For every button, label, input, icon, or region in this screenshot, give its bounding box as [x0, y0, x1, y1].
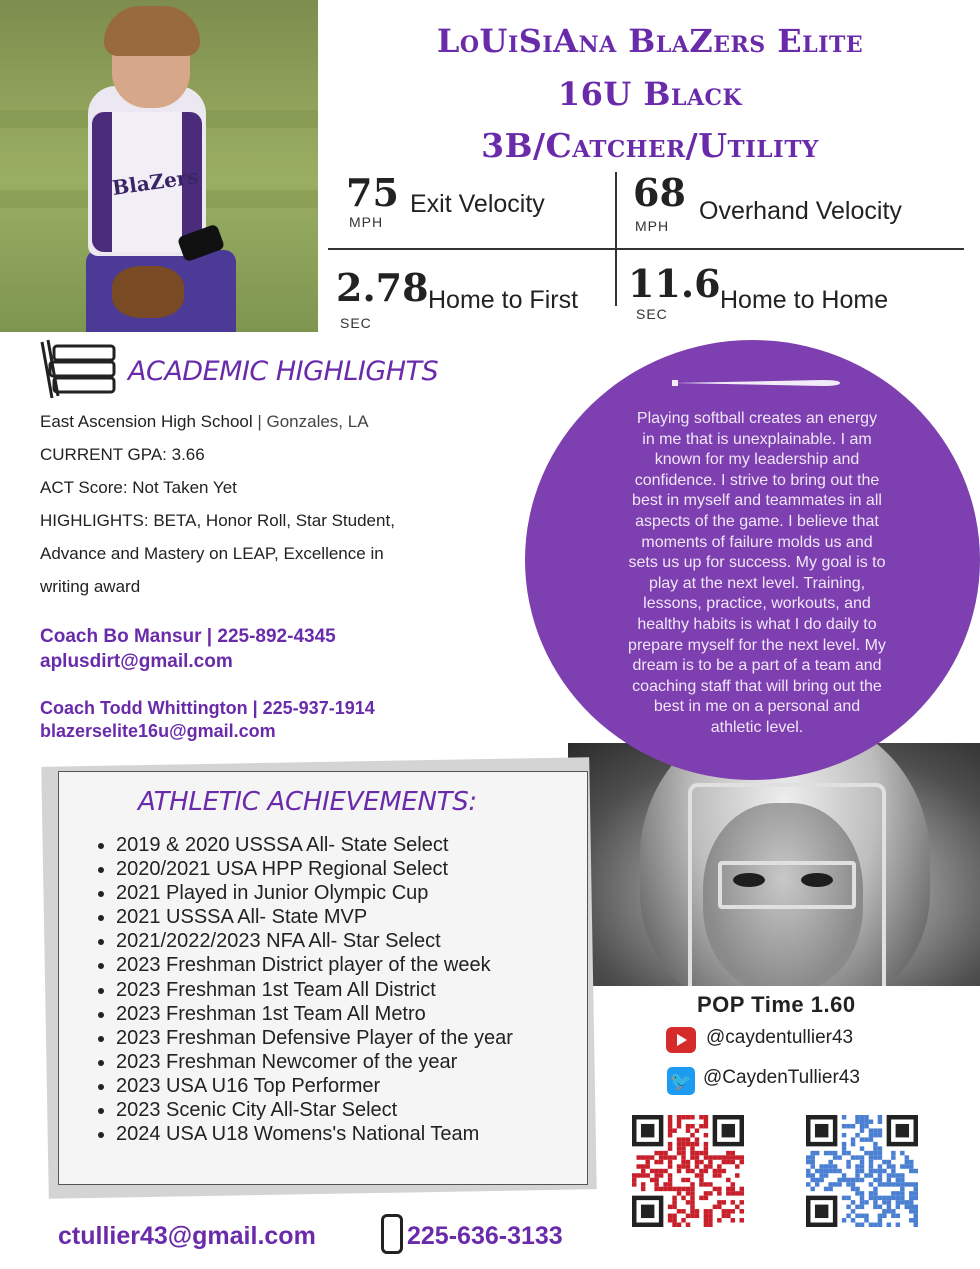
bio-line: healthy habits is what I do daily to — [637, 615, 877, 633]
bio-line: athletic level. — [710, 718, 804, 736]
twitter-icon[interactable]: 🐦 — [667, 1067, 695, 1095]
achievement-item: • 2023 Freshman 1st Team All District — [116, 978, 513, 1002]
bio-line: lessons, practice, workouts, and — [643, 595, 871, 613]
catcher-helmet-photo — [568, 743, 980, 986]
twitter-qr-code[interactable] — [806, 1115, 918, 1227]
stat-label: Overhand Velocity — [699, 197, 902, 225]
stat-value: 11.6 — [628, 261, 721, 306]
achievements-list — [92, 833, 513, 1146]
twitter-handle[interactable]: @CaydenTullier43 — [703, 1067, 860, 1088]
youtube-icon[interactable] — [666, 1027, 696, 1053]
academic-heading: ACADEMIC HIGHLIGHTS — [128, 356, 439, 387]
bio-line: known for my leadership and — [654, 451, 860, 469]
player-action-photo: BlaZers — [0, 0, 318, 332]
stat-label: Exit Velocity — [410, 190, 545, 218]
stat-value: 75 — [346, 170, 399, 215]
stat-value: 2.78 — [336, 265, 429, 310]
stat-label: Home to First — [428, 286, 579, 314]
coach-contact: Coach Bo Mansur | 225-892-4345 — [40, 626, 336, 647]
highlights-line: writing award — [40, 577, 141, 596]
coach-contact: Coach Todd Whittington | 225-937-1914 — [40, 698, 375, 718]
school-line — [40, 411, 369, 433]
bio-line: play at the next level. Training, — [648, 574, 866, 592]
phone-icon — [381, 1214, 403, 1254]
bio-line: best in me on a personal and — [653, 698, 861, 716]
achievement-item: • 2019 & 2020 USSSA All- State Select — [116, 833, 513, 857]
player-phone[interactable]: 225-636-3133 — [407, 1222, 563, 1250]
stat-unit: MPH — [635, 218, 670, 234]
achievement-item: • 2024 USA U18 Womens's National Team — [116, 1122, 513, 1146]
bio-line: moments of failure molds us and — [641, 533, 873, 551]
pop-time: POP Time 1.60 — [697, 992, 856, 1017]
player-positions: 3B/Catcher/Utility — [481, 126, 819, 165]
achievement-item: • 2023 Freshman 1st Team All Metro — [116, 1002, 513, 1026]
achievement-item: • 2021/2022/2023 NFA All- Star Select — [116, 929, 513, 953]
coach-email[interactable]: aplusdirt@gmail.com — [40, 651, 233, 672]
bio-line: confidence. I strive to bring out the — [634, 471, 880, 489]
school-location: | Gonzales, LA — [252, 412, 369, 431]
bat-icon — [672, 377, 842, 389]
stats-divider-horizontal — [328, 248, 964, 250]
achievement-item: • 2023 Scenic City All-Star Select — [116, 1098, 513, 1122]
athletic-heading: ATHLETIC ACHIEVEMENTS: — [138, 787, 477, 817]
stat-label: Home to Home — [720, 286, 889, 314]
achievement-item: • 2023 Freshman District player of the week — [116, 953, 513, 977]
player-email[interactable]: ctullier43@gmail.com — [58, 1222, 316, 1250]
bio-line: prepare myself for the next level. My — [628, 636, 886, 654]
act-line: ACT Score: Not Taken Yet — [40, 478, 237, 497]
bio-line: sets us up for success. My goal is to — [628, 554, 886, 572]
bio-line: coaching staff that will bring out the — [632, 677, 882, 695]
achievement-item: • 2023 Freshman Defensive Player of the year — [116, 1026, 513, 1050]
achievement-item: • 2023 USA U16 Top Performer — [116, 1074, 513, 1098]
bio-line: dream is to be a part of a team and — [632, 657, 882, 675]
youtube-qr-code[interactable] — [632, 1115, 744, 1227]
school-name: East Ascension High School — [40, 412, 253, 431]
achievement-item: • 2023 Freshman Newcomer of the year — [116, 1050, 513, 1074]
achievement-item: • 2021 USSSA All- State MVP — [116, 905, 513, 929]
stat-unit: SEC — [340, 315, 372, 331]
team-division: 16U Black — [557, 75, 743, 113]
stat-value: 68 — [633, 170, 686, 215]
team-title: LoUiSiAna BlaZers Elite — [436, 22, 864, 60]
stat-unit: SEC — [636, 306, 668, 322]
achievement-item: • 2020/2021 USA HPP Regional Select — [116, 857, 513, 881]
highlights-line: Advance and Mastery on LEAP, Excellence in — [40, 544, 384, 563]
stat-unit: MPH — [349, 214, 384, 230]
bio-line: aspects of the game. I believe that — [635, 512, 879, 530]
bio-line: in me that is unexplainable. I am — [642, 430, 872, 448]
bio-line: best in myself and teammates in all — [632, 492, 882, 510]
books-icon — [38, 338, 120, 400]
stats-divider-vertical — [615, 172, 617, 306]
bio-text — [592, 409, 922, 739]
achievement-item: • 2021 Played in Junior Olympic Cup — [116, 881, 513, 905]
youtube-handle[interactable]: @caydentullier43 — [706, 1027, 854, 1048]
gpa-line: CURRENT GPA: 3.66 — [40, 445, 205, 464]
coach-email[interactable]: blazerselite16u@gmail.com — [40, 721, 276, 741]
bio-line: Playing softball creates an energy — [636, 410, 878, 427]
highlights-line: HIGHLIGHTS: BETA, Honor Roll, Star Student, — [40, 511, 395, 530]
